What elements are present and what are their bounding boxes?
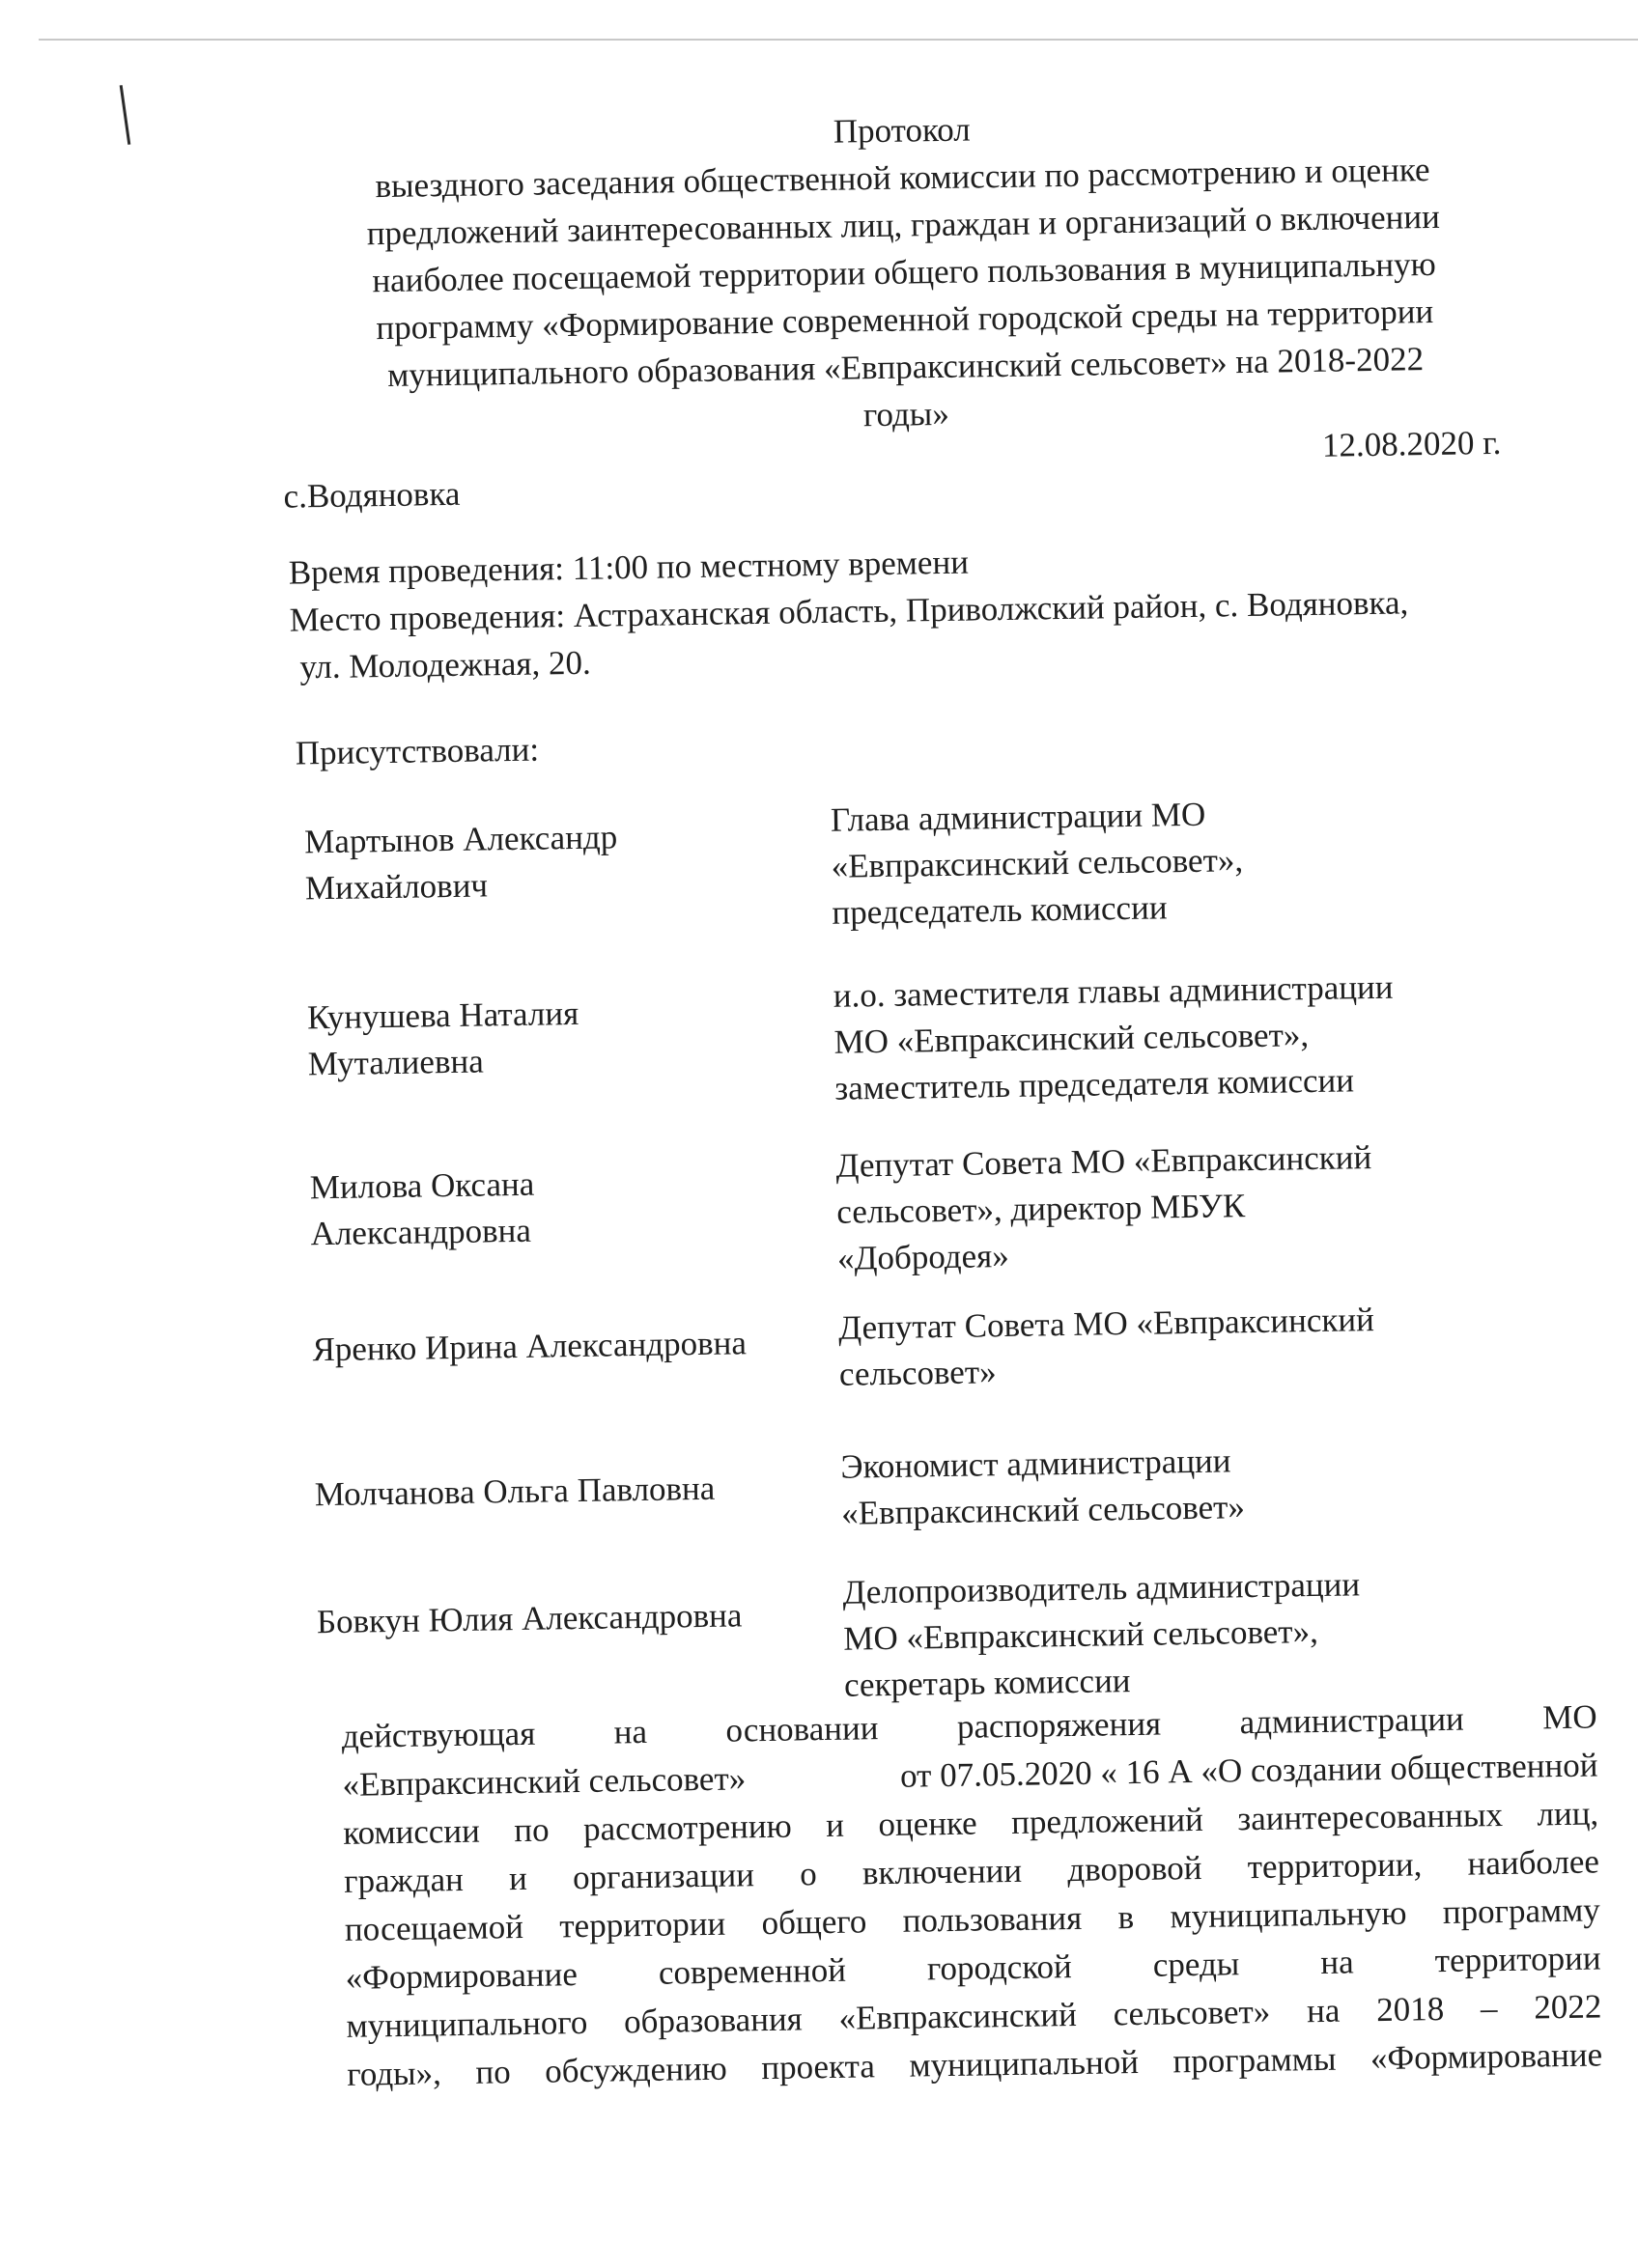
attendee-row — [306, 963, 1524, 1107]
body-word: заинтересованных — [1237, 1796, 1504, 1838]
title-line: предложений заинтересованных лиц, граждан и организаций о включении — [366, 197, 1441, 253]
body-word: «Формирование — [1370, 2035, 1603, 2078]
body-word: муниципальной — [909, 2042, 1140, 2085]
body-word: дворовой — [1067, 1848, 1202, 1890]
body-word: организации — [572, 1856, 755, 1897]
title-line: программу «Формирование современной городской среды на территории — [376, 292, 1434, 348]
body-word: «Евпраксинский — [838, 1995, 1078, 2037]
body-word: лиц, — [1537, 1794, 1599, 1834]
body-word: территории — [1434, 1939, 1601, 1980]
body-word: – — [1480, 1989, 1498, 2028]
document-title — [283, 98, 1524, 448]
body-word: граждан — [343, 1860, 465, 1900]
body-word: комиссии — [343, 1811, 481, 1852]
body-word: сельсовет» — [1113, 1992, 1271, 2033]
body-word: образования — [623, 2000, 804, 2041]
body-word: администрации — [1239, 1699, 1465, 1742]
body-word: от 07.05.2020 « 16 А «О создании общественной — [899, 1746, 1598, 1795]
body-word: «Евпраксинский сельсовет» — [342, 1759, 747, 1804]
body-word: годы», — [347, 2054, 442, 2093]
body-word: общего — [761, 1902, 867, 1943]
body-word: МО — [1541, 1697, 1597, 1737]
body-word: программы — [1172, 2039, 1337, 2081]
meeting-time: Время проведения: 11:00 по местному времени — [288, 543, 970, 592]
body-word: наиболее — [1467, 1842, 1600, 1883]
body-word: городской — [926, 1947, 1073, 1988]
attendee-name: Милова Оксана Александровна — [309, 1164, 535, 1253]
title-line: выездного заседания общественной комиссии по рассмотрению и оценке — [375, 150, 1430, 206]
body-word: по — [475, 2053, 511, 2091]
body-word: по — [514, 1810, 550, 1850]
body-word: территории — [559, 1904, 726, 1946]
attendee-role: Делопроизводитель администрации МО «Евпраксинский сельсовет», секретарь комиссии — [842, 1565, 1361, 1704]
protocol-body — [341, 1693, 1602, 2098]
body-word: «Формирование — [345, 1955, 579, 1997]
body-word: и — [825, 1806, 845, 1845]
body-word: современной — [658, 1950, 847, 1992]
body-word: 2022 — [1533, 1987, 1602, 2027]
attendee-name: Бовкун Юлия Александровна — [316, 1596, 743, 1641]
attendee-name: Яренко Ирина Александровна — [312, 1324, 748, 1369]
body-word: на — [1320, 1943, 1354, 1981]
attendee-role: Депутат Совета МО «Евпраксинский сельсовет», директор МБУК «Добродея» — [835, 1138, 1372, 1277]
title-line: годы» — [862, 394, 950, 434]
attendee-name: Кунушева Наталия Муталиевна — [306, 994, 579, 1083]
body-word: на — [613, 1712, 648, 1751]
attendee-name: Молчанова Ольга Павловна — [314, 1469, 716, 1514]
attendee-role: Депутат Совета МО «Евпраксинский сельсовет» — [837, 1301, 1375, 1393]
body-word: оценке — [878, 1804, 977, 1844]
body-word: территории, — [1247, 1845, 1423, 1887]
attendee-role: Экономист администрации «Евпраксинский сельсовет» — [840, 1442, 1246, 1532]
body-word: включении — [861, 1851, 1023, 1892]
body-word: муниципальную — [1170, 1893, 1407, 1936]
body-word: на — [1306, 1991, 1341, 2030]
body-word: предложений — [1010, 1800, 1204, 1841]
protocol-date: 12.08.2020 г. — [1321, 423, 1502, 464]
attendees-heading: Присутствовали: — [295, 730, 540, 772]
attendee-role: и.о. заместителя главы администрации МО «Евпраксинский сельсовет», заместитель председателя комиссии — [833, 967, 1394, 1107]
body-word: посещаемой — [344, 1907, 524, 1948]
meeting-location: Место проведения: Астраханская область, Приволжский район, с. Водяновка, — [289, 583, 1409, 639]
body-word: пользования — [902, 1898, 1083, 1940]
title-line: наиболее посещаемой территории общего пользования в муниципальную — [372, 244, 1437, 300]
body-word: рассмотрению — [582, 1806, 793, 1848]
body-word: муниципального — [346, 2002, 588, 2045]
attendee-row — [312, 1295, 1529, 1393]
attendee-row — [303, 787, 1521, 932]
body-word: обсуждению — [544, 2049, 728, 2090]
body-word: основании — [725, 1709, 879, 1750]
body-word: в — [1117, 1898, 1135, 1937]
meeting-details — [288, 531, 1409, 690]
body-word: программу — [1442, 1890, 1601, 1931]
title-line: муниципального образования «Евпраксинский сельсовет» на 2018-2022 — [386, 340, 1425, 394]
body-word: и — [508, 1859, 528, 1898]
title-line: Протокол — [833, 110, 971, 151]
body-word: проекта — [761, 2047, 876, 2087]
body-word: среды — [1152, 1945, 1240, 1984]
attendee-name: Мартынов Александр Михайлович — [303, 818, 618, 908]
attendees-list — [303, 787, 1521, 1704]
body-word: 2018 — [1375, 1989, 1445, 2030]
body-word: действующая — [341, 1714, 536, 1755]
body-word: о — [799, 1855, 818, 1893]
attendee-row — [316, 1558, 1533, 1704]
meeting-location-continued: ул. Молодежная, 20. — [299, 643, 591, 686]
attendee-row — [314, 1433, 1531, 1532]
attendee-role: Глава администрации МО «Евпраксинский сельсовет», председатель комиссии — [830, 795, 1244, 932]
protocol-place: с.Водяновка — [283, 474, 461, 516]
body-word: распоряжения — [956, 1704, 1162, 1746]
attendee-row — [309, 1133, 1526, 1277]
